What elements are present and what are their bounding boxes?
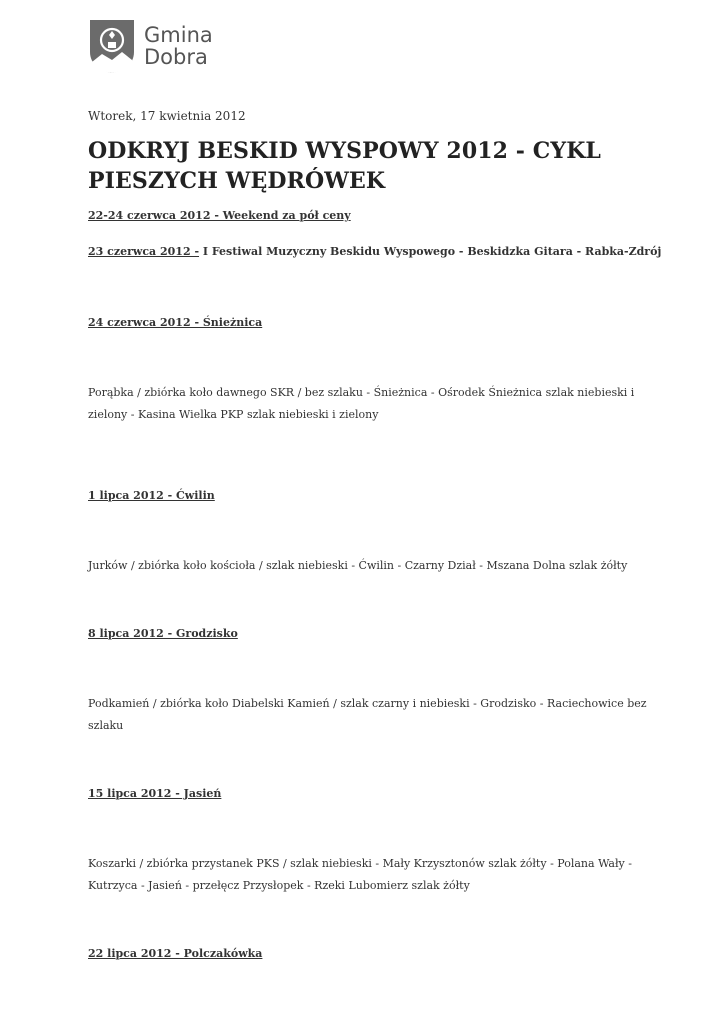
article-date: Wtorek, 17 kwietnia 2012 (88, 109, 246, 123)
trip-route: Jurków / zbiórka koło kościoła / szlak niebieski - Ćwilin - Czarny Dział - Mszana Dolna szlak żółty (88, 559, 628, 572)
trip-heading (88, 626, 648, 641)
trip-heading-text: 15 lipca 2012 - Jasień (88, 787, 222, 800)
coat-of-arms-icon (88, 18, 136, 74)
trip-heading (88, 946, 648, 961)
logo-line-1: Gmina (144, 23, 213, 47)
logo-text (144, 24, 213, 68)
trip-heading (88, 786, 648, 801)
festival-date: 23 czerwca 2012 - (88, 245, 200, 258)
article-title: ODKRYJ BESKID WYSPOWY 2012 - CYKL PIESZYCH WĘDRÓWEK (88, 138, 602, 194)
trip-heading-text: 8 lipca 2012 - Grodzisko (88, 627, 238, 640)
trip-route: Koszarki / zbiórka przystanek PKS / szlak niebieski - Mały Krzysztonów szlak żółty - Polana Wały - Kutrzyca - Jasień - przełęcz Przysłopek - Rzeki Lubomierz szlak żółty (88, 857, 632, 892)
article (88, 108, 662, 961)
weekend-heading (88, 208, 648, 223)
trip-heading (88, 488, 648, 503)
site-logo[interactable] (88, 18, 213, 74)
weekend-text: 22-24 czerwca 2012 - Weekend za pół ceny (88, 209, 351, 222)
trip-heading-text: 24 czerwca 2012 - Śnieżnica (88, 316, 263, 329)
festival-line (88, 244, 662, 259)
logo-line-2: Dobra (144, 45, 208, 69)
trip-route: Podkamień / zbiórka koło Diabelski Kamień / szlak czarny i niebieski - Grodzisko - Raciechowice bez szlaku (88, 697, 647, 732)
trip-heading-text: 22 lipca 2012 - Polczakówka (88, 947, 263, 960)
trip-heading (88, 315, 648, 330)
festival-text: I Festiwal Muzyczny Beskidu Wyspowego - Beskidzka Gitara - Rabka-Zdrój (199, 245, 662, 258)
trip-heading-text: 1 lipca 2012 - Ćwilin (88, 489, 215, 502)
trip-route: Porąbka / zbiórka koło dawnego SKR / bez szlaku - Śnieżnica - Ośrodek Śnieżnica szlak niebieski i zielony - Kasina Wielka PKP szlak niebieski i zielony (88, 386, 635, 421)
